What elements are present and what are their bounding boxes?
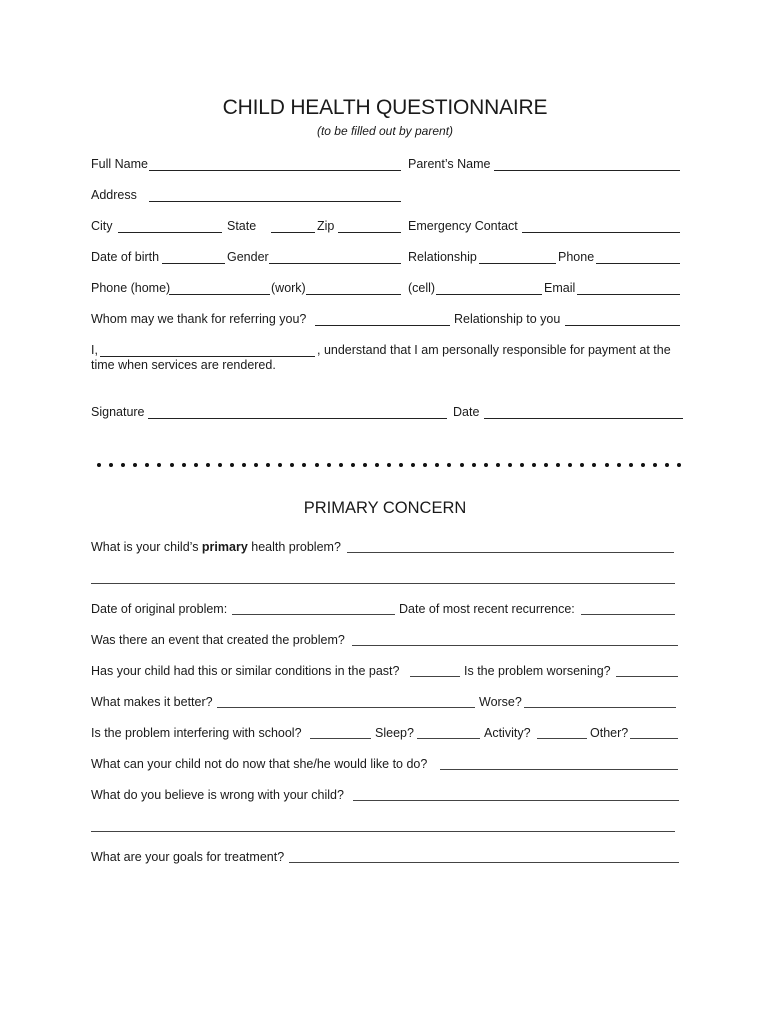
address-field[interactable] [149,201,401,202]
separator-dot [653,463,657,467]
separator-dot [327,463,331,467]
separator-dot [339,463,343,467]
relationship-to-you-field[interactable] [565,325,680,326]
email-field[interactable] [577,294,680,295]
separator-dot [435,463,439,467]
primary-emphasis: primary [201,540,248,554]
separator-dot [182,463,186,467]
full-name-field[interactable] [149,170,401,171]
makes-better-field[interactable] [217,707,475,708]
date-label: Date [453,405,480,419]
worse-question: Worse? [479,695,522,709]
separator-dot [556,463,560,467]
parents-name-field[interactable] [494,170,680,171]
separator-dot [411,463,415,467]
primary-problem-field[interactable] [347,552,674,553]
referral-question-label: Whom may we thank for referring you? [91,312,307,326]
treatment-goals-field[interactable] [289,862,679,863]
relationship-field[interactable] [479,263,556,264]
signature-label: Signature [91,405,145,419]
makes-better-question: What makes it better? [91,695,213,709]
treatment-goals-question: What are your goals for treatment? [91,850,285,864]
past-conditions-question: Has your child had this or similar conditions in the past? [91,664,400,678]
state-label: State [227,219,257,233]
address-label: Address [91,188,137,202]
separator-dot [254,463,258,467]
zip-label: Zip [317,219,335,233]
separator-dot [387,463,391,467]
emergency-contact-field[interactable] [522,232,680,233]
cell-phone-field[interactable] [436,294,542,295]
date-field[interactable] [484,418,683,419]
page-subtitle: (to be filled out by parent) [316,124,454,138]
separator-dot [508,463,512,467]
phone-home-label: Phone (home) [91,281,171,295]
relationship-to-you-label: Relationship to you [454,312,561,326]
separator-dot [230,463,234,467]
past-conditions-field[interactable] [410,676,460,677]
event-question: Was there an event that created the problem? [91,633,345,647]
separator-dot [363,463,367,467]
separator-dot [447,463,451,467]
work-phone-field[interactable] [306,294,401,295]
worsening-question: Is the problem worsening? [464,664,611,678]
relationship-label: Relationship [408,250,477,264]
believe-wrong-field[interactable] [353,800,679,801]
believe-wrong-question: What do you believe is wrong with your child? [91,788,344,802]
separator-dot [629,463,633,467]
separator-dot [170,463,174,467]
dotted-separator [97,463,681,469]
cell-phone-label: (cell) [408,281,436,295]
date-original-problem-label: Date of original problem: [91,602,228,616]
separator-dot [592,463,596,467]
emergency-contact-label: Emergency Contact [408,219,518,233]
date-of-birth-label: Date of birth [91,250,160,264]
separator-dot [109,463,113,467]
separator-dot [520,463,524,467]
sleep-field[interactable] [417,738,480,739]
primary-concern-heading: PRIMARY CONCERN [303,499,467,517]
gender-label: Gender [227,250,269,264]
worse-field[interactable] [524,707,676,708]
separator-dot [145,463,149,467]
separator-dot [242,463,246,467]
separator-dot [97,463,101,467]
separator-dot [157,463,161,467]
activity-field[interactable] [537,738,587,739]
separator-dot [677,463,681,467]
separator-dot [375,463,379,467]
phone-field[interactable] [596,263,680,264]
separator-dot [121,463,125,467]
separator-dot [302,463,306,467]
school-interference-field[interactable] [310,738,371,739]
separator-dot [617,463,621,467]
separator-dot [568,463,572,467]
separator-dot [351,463,355,467]
page-title: CHILD HEALTH QUESTIONNAIRE [222,96,548,119]
separator-dot [315,463,319,467]
consent-name-field[interactable] [100,356,315,357]
consent-text: , understand that I am personally responsible for payment at the [317,343,671,357]
separator-dot [278,463,282,467]
cannot-do-field[interactable] [440,769,678,770]
separator-dot [605,463,609,467]
consent-prefix: I, [91,343,98,357]
date-recent-recurrence-field[interactable] [581,614,675,615]
separator-dot [484,463,488,467]
referral-field[interactable] [315,325,450,326]
work-phone-label: (work) [271,281,306,295]
date-original-problem-field[interactable] [232,614,395,615]
separator-dot [133,463,137,467]
separator-dot [665,463,669,467]
separator-dot [496,463,500,467]
believe-wrong-field-continued[interactable] [91,831,675,832]
date-of-birth-field[interactable] [162,263,225,264]
separator-dot [399,463,403,467]
cannot-do-question: What can your child not do now that she/he would like to do? [91,757,428,771]
separator-dot [266,463,270,467]
separator-dot [206,463,210,467]
separator-dot [194,463,198,467]
separator-dot [218,463,222,467]
full-name-label: Full Name [91,157,148,171]
other-label: Other? [590,726,629,740]
activity-label: Activity? [484,726,531,740]
city-label: City [91,219,113,233]
state-field[interactable] [271,232,315,233]
separator-dot [472,463,476,467]
separator-dot [423,463,427,467]
separator-dot [290,463,294,467]
parents-name-label: Parent’s Name [408,157,491,171]
phone-label: Phone [558,250,595,264]
school-interference-question: Is the problem interfering with school? [91,726,302,740]
event-field[interactable] [352,645,678,646]
separator-dot [532,463,536,467]
worsening-field[interactable] [616,676,678,677]
separator-dot [641,463,645,467]
email-label: Email [544,281,576,295]
gender-field[interactable] [269,263,401,264]
date-recent-recurrence-label: Date of most recent recurrence: [399,602,575,616]
primary-problem-question: What is your child’s primary health problem? [91,540,341,554]
separator-dot [460,463,464,467]
phone-home-field[interactable] [169,294,270,295]
consent-text-line2: time when services are rendered. [91,358,276,372]
zip-field[interactable] [338,232,401,233]
separator-dot [544,463,548,467]
separator-dot [580,463,584,467]
primary-problem-field-continued[interactable] [91,583,675,584]
city-field[interactable] [118,232,222,233]
signature-field[interactable] [148,418,447,419]
other-field[interactable] [630,738,678,739]
sleep-label: Sleep? [375,726,414,740]
